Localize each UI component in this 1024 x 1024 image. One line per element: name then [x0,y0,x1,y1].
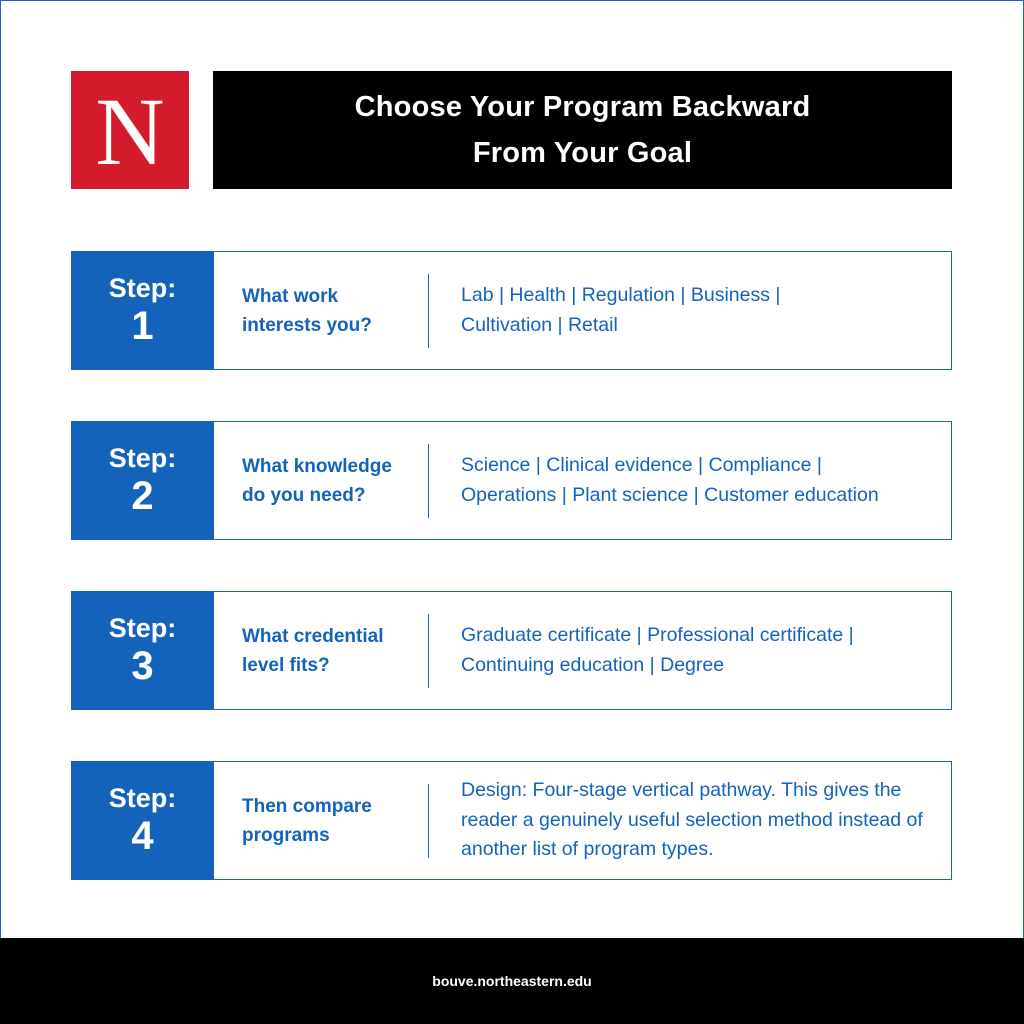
title-banner [213,71,952,189]
step-label: Step: [108,782,177,813]
step-divider [428,444,429,518]
step-number: 3 [131,643,154,688]
step-divider [428,274,429,348]
step-divider [428,614,429,688]
step-badge [71,591,214,710]
step-label: Step: [108,442,177,473]
page-title-line-2: From Your Goal [472,137,693,169]
step-question: What work interests you? [242,285,372,336]
step-card-3 [71,591,952,710]
step-detail: Lab | Health | Regulation | Business | Cultivation | Retail [461,284,781,336]
footer-bar [0,938,1024,1024]
step-badge [71,421,214,540]
northeastern-logo [71,71,189,189]
step-number: 4 [131,813,154,858]
step-detail: Science | Clinical evidence | Compliance | Operations | Plant science | Customer education [461,454,879,506]
step-card-4 [71,761,952,880]
logo-letter: N [95,78,165,185]
step-question: What credential level fits? [242,625,384,676]
footer-url[interactable]: bouve.northeastern.edu [432,973,592,989]
step-detail: Graduate certificate | Professional certificate | Continuing education | Degree [461,624,854,676]
step-badge [71,761,214,880]
step-detail: Design: Four-stage vertical pathway. This gives the reader a genuinely useful selection method instead of another list of program types. [461,779,923,861]
page-title-line-1: Choose Your Program Backward [354,91,811,123]
step-card-2 [71,421,952,540]
step-card-1 [71,251,952,370]
step-number: 1 [131,303,154,348]
step-label: Step: [108,612,177,643]
step-question: What knowledge do you need? [242,455,392,506]
step-question: Then compare programs [242,795,372,846]
step-divider [428,784,429,858]
step-number: 2 [131,473,154,518]
step-badge [71,251,214,370]
step-label: Step: [108,272,177,303]
